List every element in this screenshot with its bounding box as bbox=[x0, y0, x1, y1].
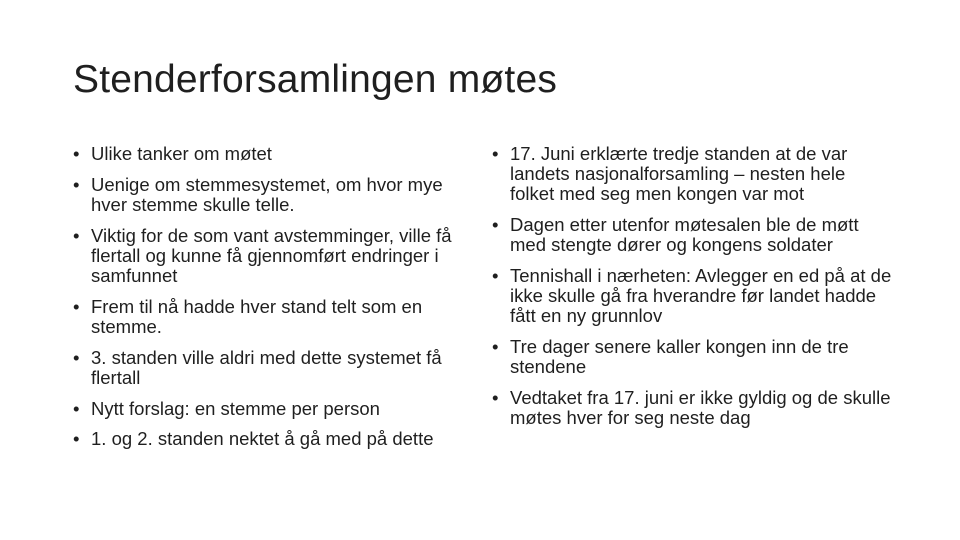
list-item bbox=[73, 297, 473, 337]
list-item-text: Tre dager senere kaller kongen inn de tre stendene bbox=[510, 336, 849, 378]
list-item-text: 3. standen ville aldri med dette systemet få flertall bbox=[91, 346, 442, 388]
list-item bbox=[73, 226, 473, 287]
list-item bbox=[73, 348, 473, 388]
bullet-icon: • bbox=[73, 346, 80, 368]
list-item bbox=[73, 429, 473, 449]
slide-title: Stenderforsamlingen møtes bbox=[73, 58, 558, 101]
list-item-text: Dagen etter utenfor møtesalen ble de møtt med stengte dører og kongens soldater bbox=[510, 214, 859, 256]
bullet-icon: • bbox=[73, 428, 80, 450]
list-item-text: Uenige om stemmesystemet, om hvor mye hver stemme skulle telle. bbox=[91, 173, 443, 215]
list-item bbox=[492, 337, 892, 377]
left-bullet-list bbox=[73, 144, 473, 460]
bullet-icon: • bbox=[73, 173, 80, 195]
bullet-icon: • bbox=[73, 224, 80, 246]
list-item-text: Frem til nå hadde hver stand telt som en stemme. bbox=[91, 295, 423, 337]
bullet-icon: • bbox=[492, 387, 499, 409]
list-item bbox=[73, 144, 473, 164]
list-item-text: Nytt forslag: en stemme per person bbox=[91, 397, 380, 419]
list-item bbox=[492, 215, 892, 255]
bullet-icon: • bbox=[492, 214, 499, 236]
list-item bbox=[492, 144, 892, 205]
bullet-icon: • bbox=[492, 143, 499, 164]
list-item-text: Vedtaket fra 17. juni er ikke gyldig og de skulle møtes hver for seg neste dag bbox=[510, 387, 891, 429]
list-item-text: Viktig for de som vant avstemminger, ville få flertall og kunne få gjennomført endringer i samfunnet bbox=[91, 224, 452, 287]
bullet-icon: • bbox=[73, 295, 80, 317]
list-item-text: Tennishall i nærheten: Avlegger en ed på at de ikke skulle gå fra hverandre før landet hadde fått en ny grunnlov bbox=[510, 265, 892, 327]
bullet-icon: • bbox=[492, 336, 499, 358]
list-item bbox=[492, 388, 892, 428]
right-bullet-list bbox=[492, 144, 892, 439]
list-item bbox=[73, 399, 473, 419]
list-item bbox=[492, 266, 892, 327]
bullet-icon: • bbox=[73, 397, 80, 419]
list-item-text: 17. Juni erklærte tredje standen at de var landets nasjonalforsamling – nesten hele folket med seg men kongen var mot bbox=[510, 143, 848, 205]
bullet-icon: • bbox=[73, 143, 80, 164]
bullet-icon: • bbox=[492, 265, 499, 287]
list-item-text: 1. og 2. standen nektet å gå med på dette bbox=[91, 428, 434, 450]
list-item bbox=[73, 175, 473, 215]
list-item-text: Ulike tanker om møtet bbox=[91, 143, 272, 164]
